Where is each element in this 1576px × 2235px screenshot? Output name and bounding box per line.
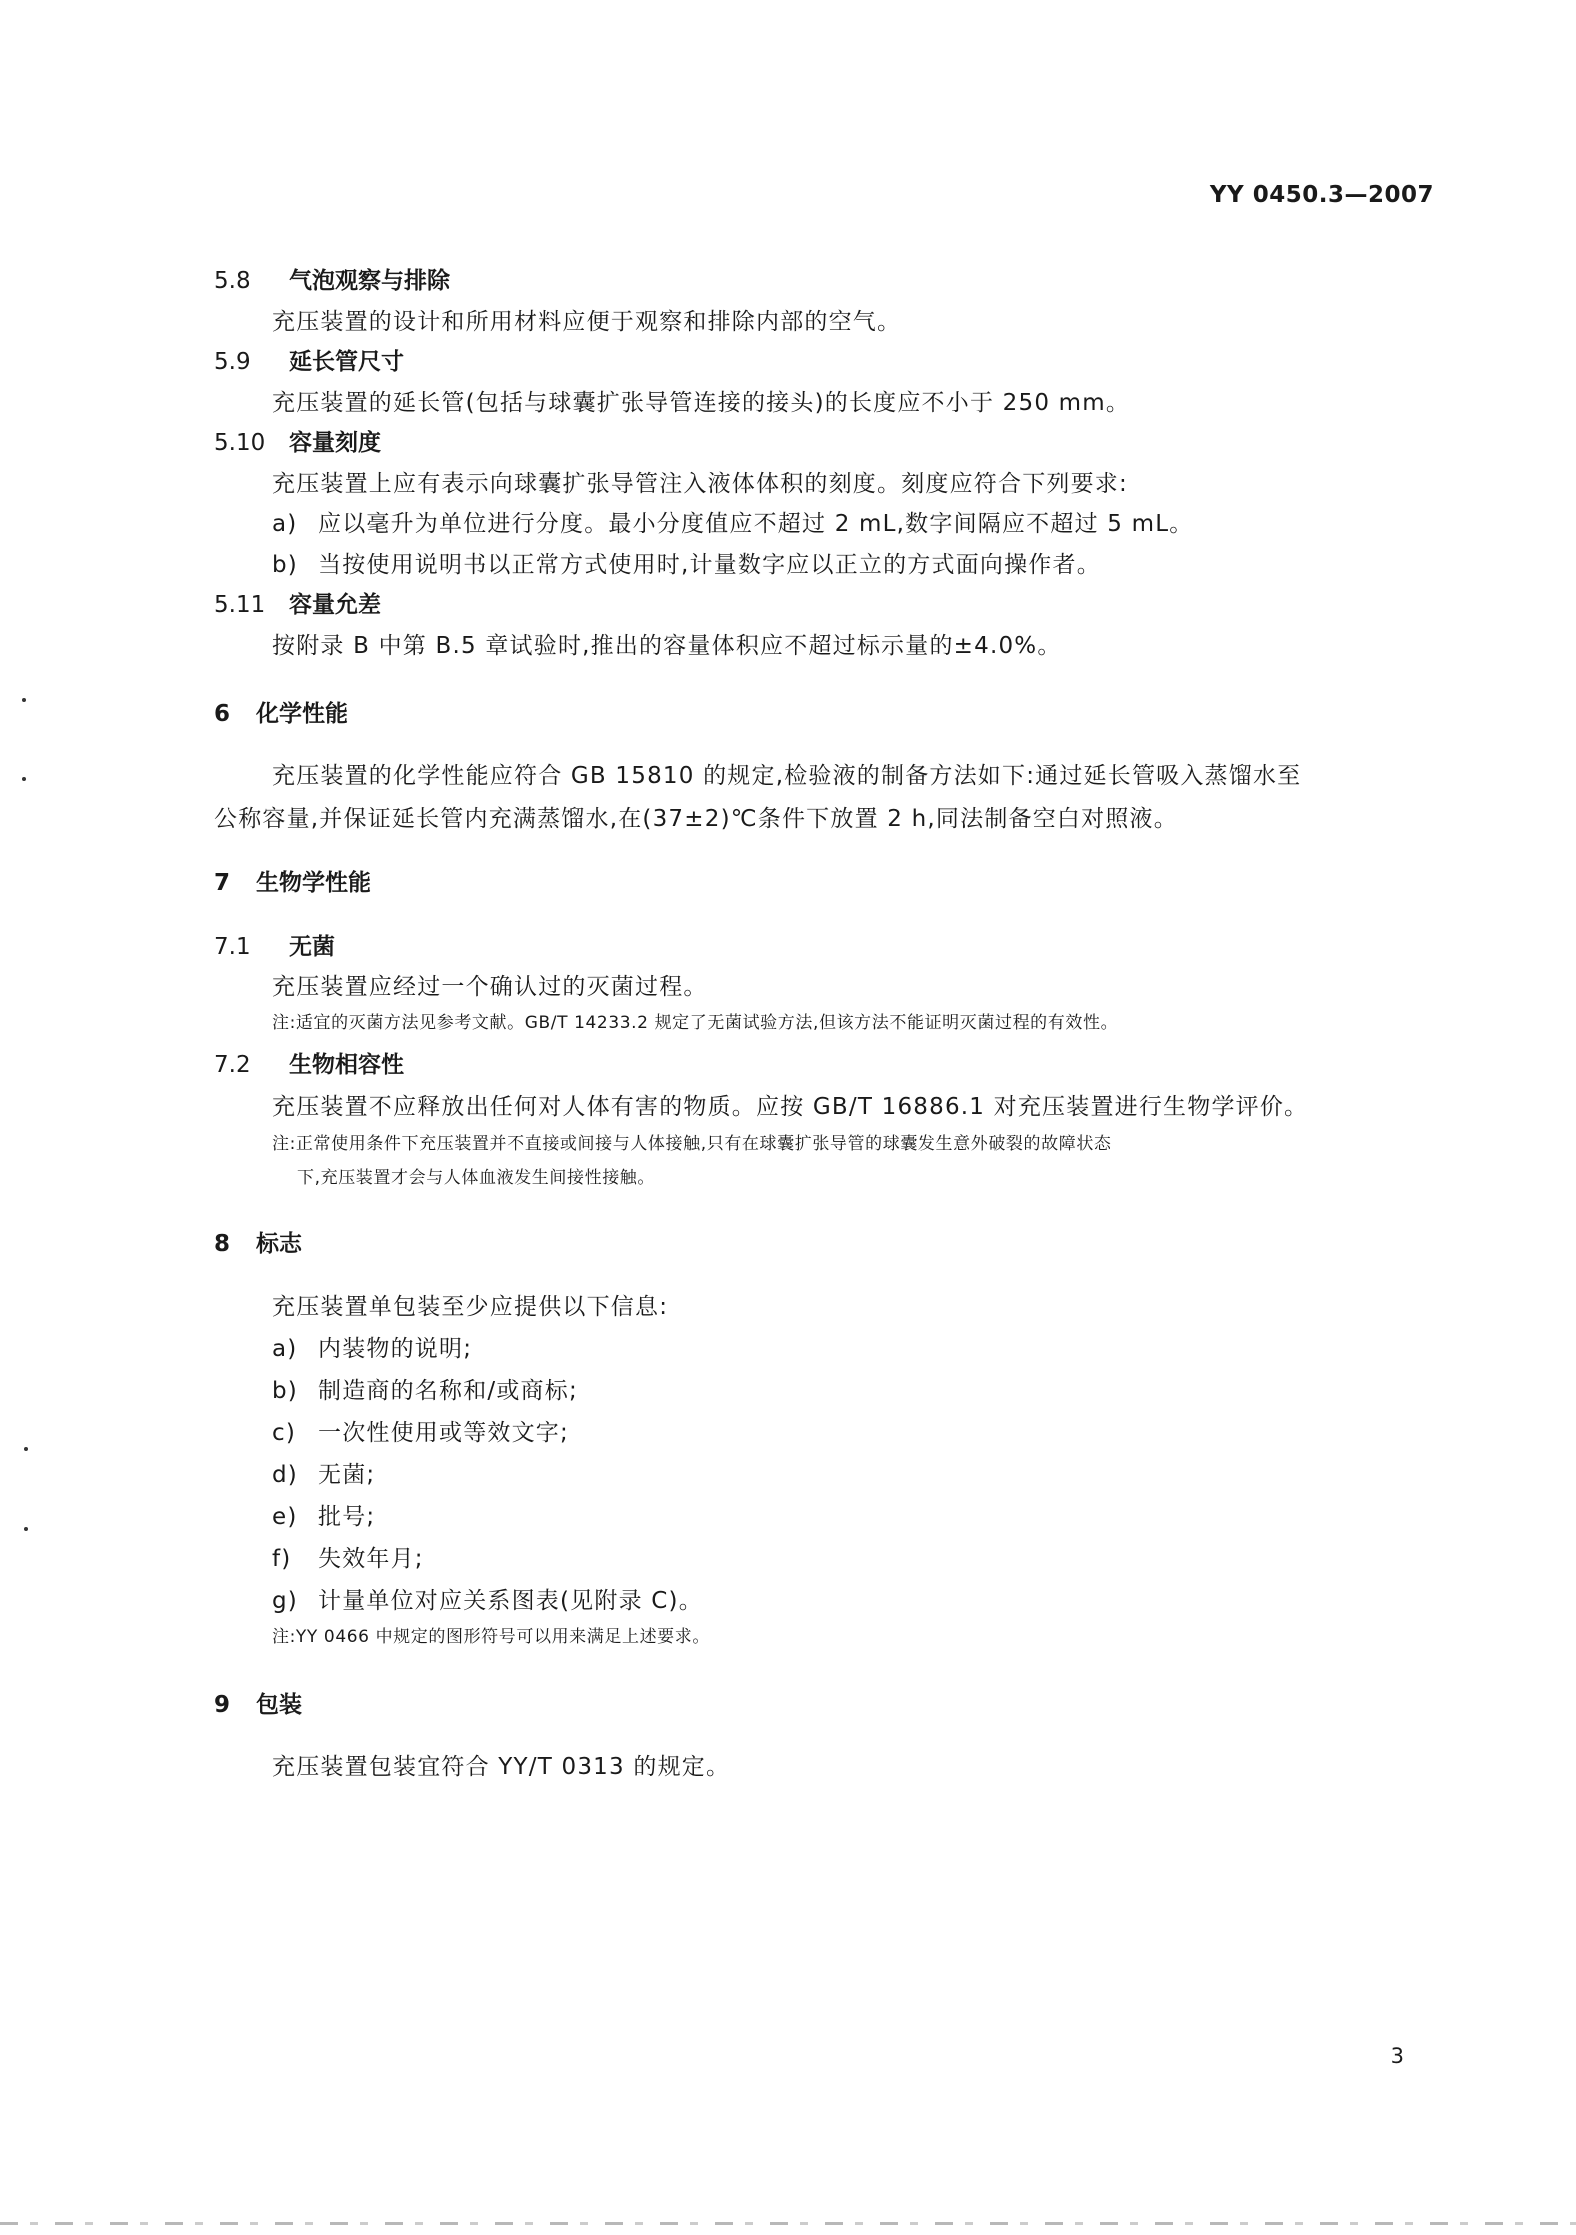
- list-item-text: 失效年月;: [318, 1546, 424, 1572]
- section-title: 标志: [256, 1231, 302, 1257]
- list-item-text: 一次性使用或等效文字;: [318, 1420, 569, 1446]
- list-item-label: a): [272, 1336, 298, 1362]
- clause-number: 5.11: [214, 592, 266, 618]
- clause-5-8-text: 充压装置的设计和所用材料应便于观察和排除内部的空气。: [272, 309, 902, 335]
- list-item: [272, 1372, 578, 1405]
- list-item: [272, 505, 1193, 538]
- clause-7-1-note: 注:适宜的灭菌方法见参考文献。GB/T 14233.2 规定了无菌试验方法,但该方法不能证明灭菌过程的有效性。: [272, 1013, 1119, 1033]
- section-number: 9: [214, 1692, 231, 1718]
- clause-5-10-text: 充压装置上应有表示向球囊扩张导管注入液体体积的刻度。刻度应符合下列要求:: [272, 471, 1128, 497]
- section-7-heading: [214, 864, 371, 897]
- list-item: [272, 1498, 375, 1531]
- list-item: [272, 1582, 703, 1615]
- list-item-text: 无菌;: [318, 1462, 376, 1488]
- list-item: [272, 1540, 424, 1573]
- list-item-text: 批号;: [318, 1504, 376, 1530]
- section-8-heading: [214, 1225, 302, 1258]
- list-item-text: 制造商的名称和/或商标;: [318, 1378, 578, 1404]
- clause-title: 无菌: [289, 934, 335, 960]
- scan-edge-artifact: [0, 2222, 1576, 2225]
- clause-7-2-note-line2: 下,充压装置才会与人体血液发生间接性接触。: [297, 1168, 656, 1188]
- clause-number: 5.8: [214, 268, 251, 294]
- list-item: [272, 1330, 472, 1363]
- clause-title: 延长管尺寸: [289, 349, 404, 375]
- section-9-heading: [214, 1686, 302, 1719]
- section-8-text: 充压装置单包装至少应提供以下信息:: [272, 1294, 669, 1320]
- list-item: [272, 1414, 569, 1447]
- list-item-label: b): [272, 1378, 298, 1404]
- clause-5-9-text: 充压装置的延长管(包括与球囊扩张导管连接的接头)的长度应不小于 250 mm。: [272, 390, 1131, 416]
- clause-title: 气泡观察与排除: [289, 268, 450, 294]
- standard-code: YY 0450.3—2007: [1209, 182, 1434, 208]
- scan-speck: [22, 698, 26, 702]
- list-item-label: e): [272, 1504, 298, 1530]
- list-item-label: b): [272, 552, 298, 578]
- section-title: 生物学性能: [256, 870, 371, 896]
- scan-speck: [22, 777, 26, 781]
- clause-title: 容量允差: [289, 592, 381, 618]
- clause-5-10-heading: [214, 424, 381, 457]
- page-number: 3: [1390, 2044, 1404, 2068]
- list-item-text: 计量单位对应关系图表(见附录 C)。: [318, 1588, 703, 1614]
- section-title: 化学性能: [256, 701, 348, 727]
- scan-speck: [24, 1527, 28, 1531]
- section-6-text-line2: 公称容量,并保证延长管内充满蒸馏水,在(37±2)℃条件下放置 2 h,同法制备空白对照液。: [214, 806, 1178, 832]
- list-item-label: f): [272, 1546, 292, 1572]
- clause-7-2-text: 充压装置不应释放出任何对人体有害的物质。应按 GB/T 16886.1 对充压装置进行生物学评价。: [272, 1094, 1309, 1120]
- clause-title: 容量刻度: [289, 430, 381, 456]
- clause-5-9-heading: [214, 343, 404, 376]
- clause-7-1-heading: [214, 928, 335, 961]
- clause-number: 5.9: [214, 349, 251, 375]
- clause-5-11-heading: [214, 586, 381, 619]
- clause-number: 5.10: [214, 430, 266, 456]
- list-item-label: a): [272, 511, 298, 537]
- list-item-text: 内装物的说明;: [318, 1336, 473, 1362]
- section-9-text: 充压装置包装宜符合 YY/T 0313 的规定。: [272, 1754, 731, 1780]
- section-6-text-line1: 充压装置的化学性能应符合 GB 15810 的规定,检验液的制备方法如下:通过延长管吸入蒸馏水至: [272, 763, 1302, 789]
- list-item: [272, 1456, 375, 1489]
- clause-7-2-note-line1: 注:正常使用条件下充压装置并不直接或间接与人体接触,只有在球囊扩张导管的球囊发生意外破裂的故障状态: [272, 1134, 1112, 1154]
- section-number: 8: [214, 1231, 231, 1257]
- list-item: [272, 546, 1101, 579]
- section-8-note: 注:YY 0466 中规定的图形符号可以用来满足上述要求。: [272, 1627, 710, 1647]
- clause-number: 7.1: [214, 934, 251, 960]
- clause-title: 生物相容性: [289, 1052, 404, 1078]
- section-number: 6: [214, 701, 231, 727]
- section-number: 7: [214, 870, 231, 896]
- list-item-label: g): [272, 1588, 298, 1614]
- list-item-label: d): [272, 1462, 298, 1488]
- section-6-heading: [214, 695, 348, 728]
- clause-5-11-text: 按附录 B 中第 B.5 章试验时,推出的容量体积应不超过标示量的±4.0%。: [272, 633, 1062, 659]
- list-item-label: c): [272, 1420, 297, 1446]
- list-item-text: 当按使用说明书以正常方式使用时,计量数字应以正立的方式面向操作者。: [318, 552, 1101, 578]
- clause-number: 7.2: [214, 1052, 251, 1078]
- list-item-text: 应以毫升为单位进行分度。最小分度值应不超过 2 mL,数字间隔应不超过 5 mL。: [318, 511, 1194, 537]
- clause-5-8-heading: [214, 262, 450, 295]
- section-title: 包装: [256, 1692, 302, 1718]
- clause-7-2-heading: [214, 1046, 404, 1079]
- clause-7-1-text: 充压装置应经过一个确认过的灭菌过程。: [272, 974, 708, 1000]
- scan-speck: [24, 1447, 28, 1451]
